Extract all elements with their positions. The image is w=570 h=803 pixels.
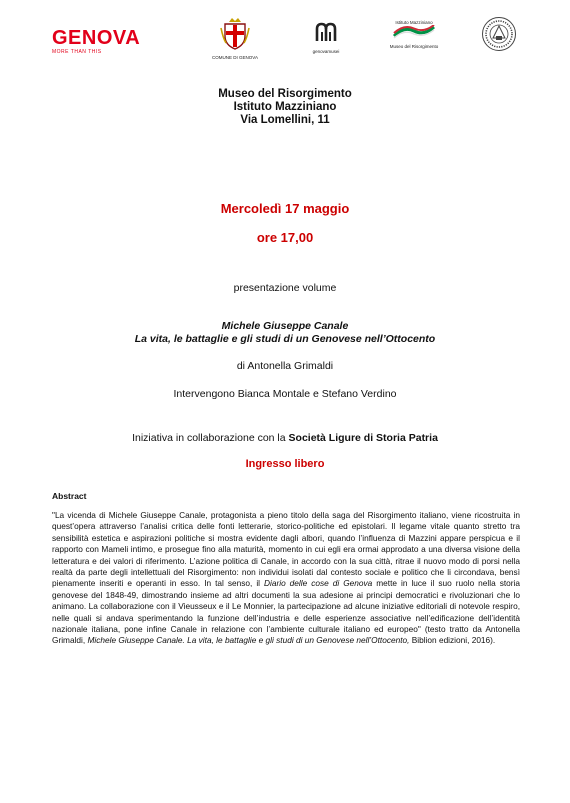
abstract-italic-diario: Diario delle cose di Genova xyxy=(264,578,373,589)
genova-logo-word: GENOVA xyxy=(52,27,141,49)
genovamusei-logo-caption: genovamusei xyxy=(312,49,340,54)
museum-m-icon xyxy=(314,20,338,44)
round-seal-icon xyxy=(481,16,517,52)
collaboration-prefix: Iniziativa in collaborazione con la xyxy=(132,432,289,444)
event-type: presentazione volume xyxy=(233,282,337,294)
istituto-mazziniano-logo xyxy=(389,20,439,49)
istituto-logo-caption-line1: Istituto Mazziniano xyxy=(395,20,433,25)
tricolor-flag-icon xyxy=(392,25,436,39)
abstract-part-2: mette in luce il suo ruolo nella storia genovese del 1848-49, dimostrando insieme ad altri documenti la sua adesione ai principi democratici e rivoluzionari che lo animano. La collaborazione con il Vieusseux e il Le Monnier, la partecipazione ad alcune iniziative editoriali di notevole respiro, nelle quali si andava sperimentando la funzione dell’industria e delle esperienze associative nell’edificazione dell’identità nazionale italiana, pone infine Canale in relazione con l’ambiente culturale italiano ed europeo" (testo tratto da Antonella Grimaldi, xyxy=(52,578,520,646)
book-title: La vita, le battaglie e gli studi di un Genovese nell’Ottocento xyxy=(134,333,436,345)
logo-bar xyxy=(0,14,570,60)
abstract-part-1: "La vicenda di Michele Giuseppe Canale, protagonista a pieno titolo della saga del Risorgimento italiano, viene ricostruita in quest’opera attraverso l’analisi critica delle fonti letterarie, storico-politiche ed epistolari. Il legame vitale quanto stretto tra sensibilità estetica e aspirazioni politiche si mostra evidente dagli albori, quando l’influenza di Mazzini appare perspicua e il rapporto con Mameli intimo, e prosegue fino alla maturità, momento in cui egli era ormai approdato a una diversa visione della letteratura e dei valori di riferimento. L’azione politica di Canale, in accordo con la sua città, ritrae il nuovo modo di porsi nella realtà da parte degli intellettuali del Risorgimento: non individui isolati dal contesto sociale e politico che li circondava, bensì pienamente inseriti e operanti in esso. In tal senso, il xyxy=(52,510,520,589)
free-entry-note: Ingresso libero xyxy=(245,458,325,470)
genova-logo-tagline: MORE THAN THIS xyxy=(52,49,102,55)
collaboration-org: Società Ligure di Storia Patria xyxy=(288,432,438,444)
venue-institute: Istituto Mazziniano xyxy=(233,101,337,113)
coat-of-arms-icon xyxy=(220,16,250,50)
book-subject: Michele Giuseppe Canale xyxy=(221,320,349,332)
book-author: di Antonella Grimaldi xyxy=(236,360,334,372)
book-title-block xyxy=(0,320,570,346)
venue-museum: Museo del Risorgimento xyxy=(218,88,352,100)
event-speakers: Intervengono Bianca Montale e Stefano Verdino xyxy=(173,388,397,400)
venue-address: Via Lomellini, 11 xyxy=(240,114,330,126)
societa-ligure-seal-logo xyxy=(481,16,517,57)
event-time: ore 17,00 xyxy=(256,230,314,245)
genovamusei-logo xyxy=(306,20,346,54)
istituto-logo-caption-line2: Museo del Risorgimento xyxy=(389,44,439,49)
venue-block xyxy=(0,88,570,127)
collaboration-note xyxy=(0,432,570,444)
genova-logo xyxy=(52,28,140,55)
comune-logo-caption: COMUNE DI GENOVA xyxy=(212,55,258,60)
abstract-italic-book-title: Michele Giuseppe Canale. La vita, le battaglie e gli studi di un Genovese nell’Ottocento, xyxy=(87,635,410,646)
comune-di-genova-logo xyxy=(212,16,258,60)
abstract-heading: Abstract xyxy=(52,491,87,501)
event-date: Mercoledì 17 maggio xyxy=(220,201,350,216)
abstract-text xyxy=(52,510,520,647)
abstract-part-3: Biblion edizioni, 2016). xyxy=(409,635,496,646)
